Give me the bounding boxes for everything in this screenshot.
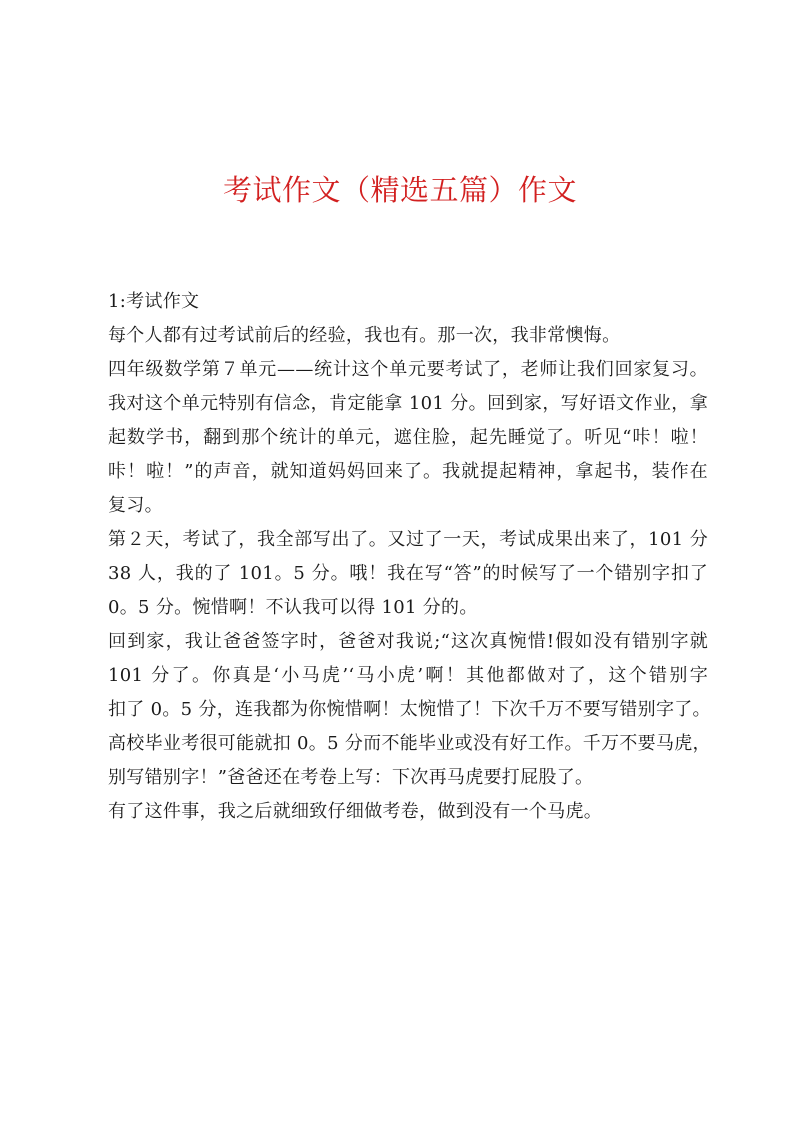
essay-line: 高校毕业考很可能就扣 0。5 分而不能毕业或没有好工作。千万不要马虎， bbox=[108, 733, 711, 754]
essay-line: 我对这个单元特别有信念，肯定能拿 101 分。回到家，写好语文作业，拿 bbox=[108, 393, 708, 414]
essay-line: 复习。 bbox=[108, 495, 163, 516]
essay-line: 101 分了。你真是‘小马虎’‘马小虎’啊！其他都做对了，这个错别字 bbox=[108, 665, 708, 686]
essay-line: 四年级数学第７单元——统计这个单元要考试了，老师让我们回家复习。 bbox=[108, 359, 708, 380]
essay-line: 38 人，我的了 101。5 分。哦！我在写“答”的时候写了一个错别字扣了 bbox=[108, 563, 708, 584]
essay-line: 回到家，我让爸爸签字时，爸爸对我说;“这次真惋惜!假如没有错别字就 bbox=[108, 631, 708, 652]
essay-line: 咔！啦！”的声音，就知道妈妈回来了。我就提起精神，拿起书，装作在 bbox=[108, 461, 708, 482]
essay-line: 第２天，考试了，我全部写出了。又过了一天，考试成果出来了，101 分 bbox=[108, 529, 708, 550]
essay-line: 起数学书，翻到那个统计的单元，遮住脸，起先睡觉了。听见“咔！啦！ bbox=[108, 427, 708, 448]
essay-heading: 1:考试作文 bbox=[108, 291, 200, 312]
essay-body bbox=[108, 285, 711, 829]
essay-line: 每个人都有过考试前后的经验，我也有。那一次，我非常懊悔。 bbox=[108, 325, 621, 346]
essay-line: 扣了 0。5 分，连我都为你惋惜啊！太惋惜了！下次千万不要写错别字了。 bbox=[108, 699, 711, 720]
essay-line: 0。5 分。惋惜啊！不认我可以得 101 分的。 bbox=[108, 597, 478, 618]
essay-line: 有了这件事，我之后就细致仔细做考卷，做到没有一个马虎。 bbox=[108, 801, 603, 822]
essay-line: 别写错别字！”爸爸还在考卷上写：下次再马虎要打屁股了。 bbox=[108, 767, 594, 788]
document-title: 考试作文（精选五篇）作文 bbox=[222, 173, 577, 207]
